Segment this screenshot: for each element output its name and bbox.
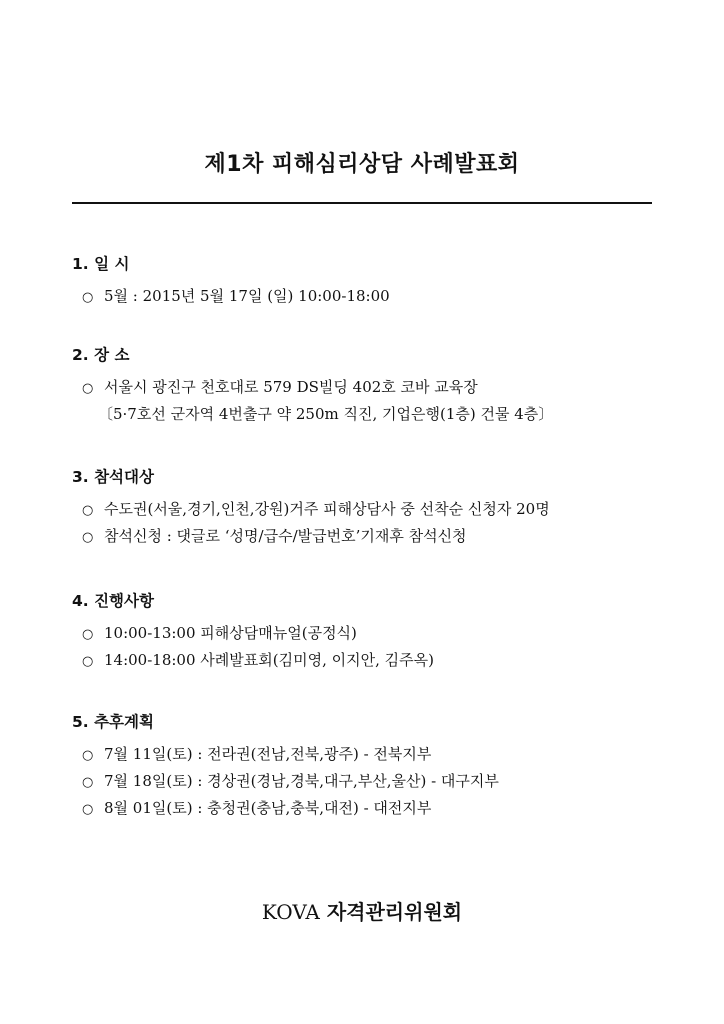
circle-bullet-icon: ○ bbox=[82, 627, 94, 642]
section-heading: 4. 진행사항 bbox=[72, 592, 154, 610]
circle-bullet-icon: ○ bbox=[82, 802, 94, 817]
section-program bbox=[72, 590, 672, 674]
issuer-name: 자격관리위원회 bbox=[326, 900, 463, 924]
list-item-text: 8월 01일(토) : 충청권(충남,충북,대전) - 대전지부 bbox=[104, 799, 432, 817]
list-item-text: 서울시 광진구 천호대로 579 DS빌딩 402호 코바 교육장 bbox=[104, 378, 478, 396]
list-item bbox=[72, 741, 672, 768]
section-heading: 5. 추후계획 bbox=[72, 713, 154, 731]
section-future-plan bbox=[72, 711, 672, 822]
circle-bullet-icon: ○ bbox=[82, 381, 94, 396]
list-item-text: 10:00-13:00 피해상담매뉴얼(공정식) bbox=[104, 624, 357, 642]
section-heading: 2. 장 소 bbox=[72, 346, 130, 364]
list-item bbox=[72, 496, 672, 523]
title-divider bbox=[72, 202, 652, 204]
list-item bbox=[72, 523, 672, 550]
circle-bullet-icon: ○ bbox=[82, 290, 94, 305]
list-item bbox=[72, 620, 672, 647]
list-item bbox=[72, 768, 672, 795]
list-item-text: 5월 : 2015년 5월 17일 (일) 10:00-18:00 bbox=[104, 287, 390, 305]
circle-bullet-icon: ○ bbox=[82, 748, 94, 763]
list-item-text: 7월 11일(토) : 전라권(전남,전북,광주) - 전북지부 bbox=[104, 745, 432, 763]
issuer-signature bbox=[0, 896, 724, 925]
document-title: 제1차 피해심리상담 사례발표회 bbox=[204, 152, 520, 177]
list-item bbox=[72, 283, 672, 310]
circle-bullet-icon: ○ bbox=[82, 503, 94, 518]
list-item-text: 14:00-18:00 사례발표회(김미영, 이지안, 김주옥) bbox=[104, 651, 434, 669]
section-heading: 1. 일 시 bbox=[72, 255, 130, 273]
section-heading: 3. 참석대상 bbox=[72, 468, 154, 486]
list-item-text: 수도권(서울,경기,인천,강원)거주 피해상담사 중 선착순 신청자 20명 bbox=[104, 500, 550, 518]
location-note: 〔5·7호선 군자역 4번출구 약 250m 직진, 기업은행(1층) 건물 4층〕 bbox=[98, 405, 554, 423]
section-attendees bbox=[72, 466, 672, 550]
list-item bbox=[72, 374, 672, 401]
circle-bullet-icon: ○ bbox=[82, 530, 94, 545]
issuer-org: KOVA bbox=[261, 900, 320, 924]
circle-bullet-icon: ○ bbox=[82, 654, 94, 669]
list-item-text: 참석신청 : 댓글로 ‘성명/급수/발급번호’기재후 참석신청 bbox=[104, 527, 467, 545]
circle-bullet-icon: ○ bbox=[82, 775, 94, 790]
list-item bbox=[72, 647, 672, 674]
list-item-text: 7월 18일(토) : 경상권(경남,경북,대구,부산,울산) - 대구지부 bbox=[104, 772, 499, 790]
section-schedule bbox=[72, 253, 672, 310]
list-item bbox=[72, 795, 672, 822]
section-location bbox=[72, 344, 672, 428]
